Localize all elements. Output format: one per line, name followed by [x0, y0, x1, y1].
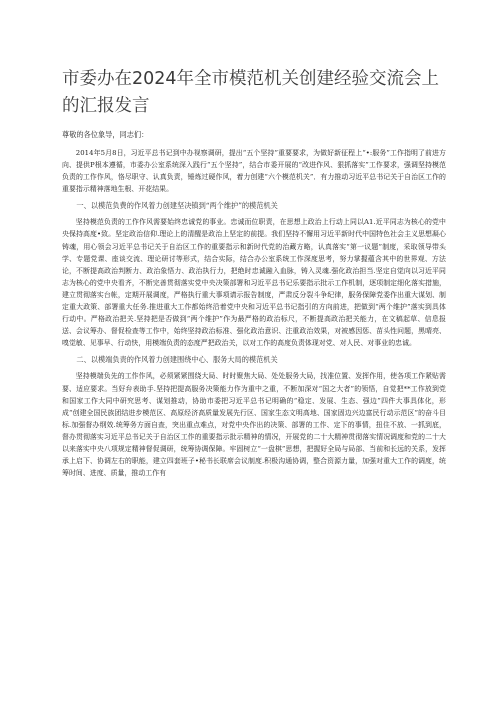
paragraph-section-2: 坚持模端负先的工作作风，必须紧紧围绕大局、时时聚焦大局、处处服务大局，找准位置、发挥作用，使各项工作紧贴需要、适应要求。当好弁表助手.坚持把提高服务决策能力作为重中之重，不断加深对“国之大者”的领悟，自觉把**工作放到党和国家工作大同中研究思考、谋划推动，协助市委把习近平总书记明确的“稳定、发展、生态、强边”四件大事具体化，形成“创建全国民族团结进步模范区、高原经济高质量发展先行区、国家生态文明高地、国家固边兴边富民行动示范区”的奋斗目标.加强督办纲效.统筹务方面自查，突出重点难点，对党中央作出的决策、部署的工作、定下的事情，扭住不放、一抓到底，督办贯彻落实习近平总书记关于自治区工作的重要指示批示精神的情况，开展党的二十大精神贯彻落实情况调度和党的二十大以来落实中央八项规定精神督促调研，统筹协调保障。牢固树立“一盘棋”思想，把握好全局与局部、当前和长远的关系，发挥承上启下、协调左右的职能，建立四套班子•秘书长联席会议制度.积极沟通协调，整合资源力量，加强对重大工作的调度，统筹时间、进度、质量，推动工作有 — [62, 372, 446, 478]
salutation: 尊敬的各位象导，同志们： — [62, 130, 149, 139]
section-heading-2: 二、以模端负责的作风着力创建围绕中心、服务大局的模范机关 — [76, 355, 278, 365]
paragraph-intro: 2014年5月8日，习近平总书记到中办视察调研，提出“五个坚持”重要要求，为做好新征程上“•:服务”工作指明了前进方向、提供P根本遵循，市委办公室系统深入践行“五个坚持”，结合市委开展的“改进作风、狠抓落实”工作要求，强调坚持模范负责的工作作风，恪尽职守、认真负责，锤炼过硬作风，着力创建“六个模范机关”．有力推动习近平总书记关于自治区工作的重要指示精神落地生根、开花结果。 — [62, 149, 446, 194]
document-title: 市委办在2024年全市模范机关创建经验交流会上的汇报发言 — [62, 69, 440, 116]
section-heading-1: 一、以模范负费的作风着力创建坚决镇到“两个维护”的模范机关 — [76, 201, 278, 211]
paragraph-section-1: 坚持模范负责的工作作风需要始终忠诚党的事业。忠诚而位职责，在思想上政治上行动上同以A1.近平同志为核心的党中央保持高度•致。坚定政治信仰.理论上的清醒是政治上坚定的前提。我们坚持不懈用习近平新时代中国特色社会主义思想凝心铸魂，用心领会习近平总书记关于自治区工作的重要指示和新时代党的治藏方略，认真落实“第一议题”制度，采取领导带头学、专题党课、座谈交流、理论研讨等形式，结合实际，结合办公室系统工作深度思考，努力掌握蕴含其中的世界观、方法论，不断提高政治判断力、政治象悟力、政治执行力，把绝时忠诚融入血脉，铸入灵魂.强化政治担当.坚定自觉向以习近平同志为核心的党中央看齐，不断完善贯彻落实党中央决策部署和习近平总书记乐要指示批示工作机制，逐项制定细化落实措施，建立贯彻落实台帐，定期开展调度，严格执行重大事项请示报告制度，严肃反分裂斗争纪律，服务保障党委作出重大谋划、制定重大政策、部署重大任务.推进重大工作都始终沿着党中央和习近平总书记指引的方向前进，把做到“两个维护”落实到具体行动中。严格政治把关.坚持把是否做到“两个维护”作为最严格的政治标尺，不断提高政治把关能力，在文稿起草、信息报送、会议筹办、督促检查等工作中，始终坚持政治标准、强化政治意识、注重政治效果，对被感因惩、苗头性问题，黑晴亮、嗅觉敏、见事早、行动快，用模端负责的态度严把政治关，以对工作的高度负责体现对党、对人民、对事业的忠诚。 — [62, 218, 446, 348]
document-body — [62, 128, 446, 482]
